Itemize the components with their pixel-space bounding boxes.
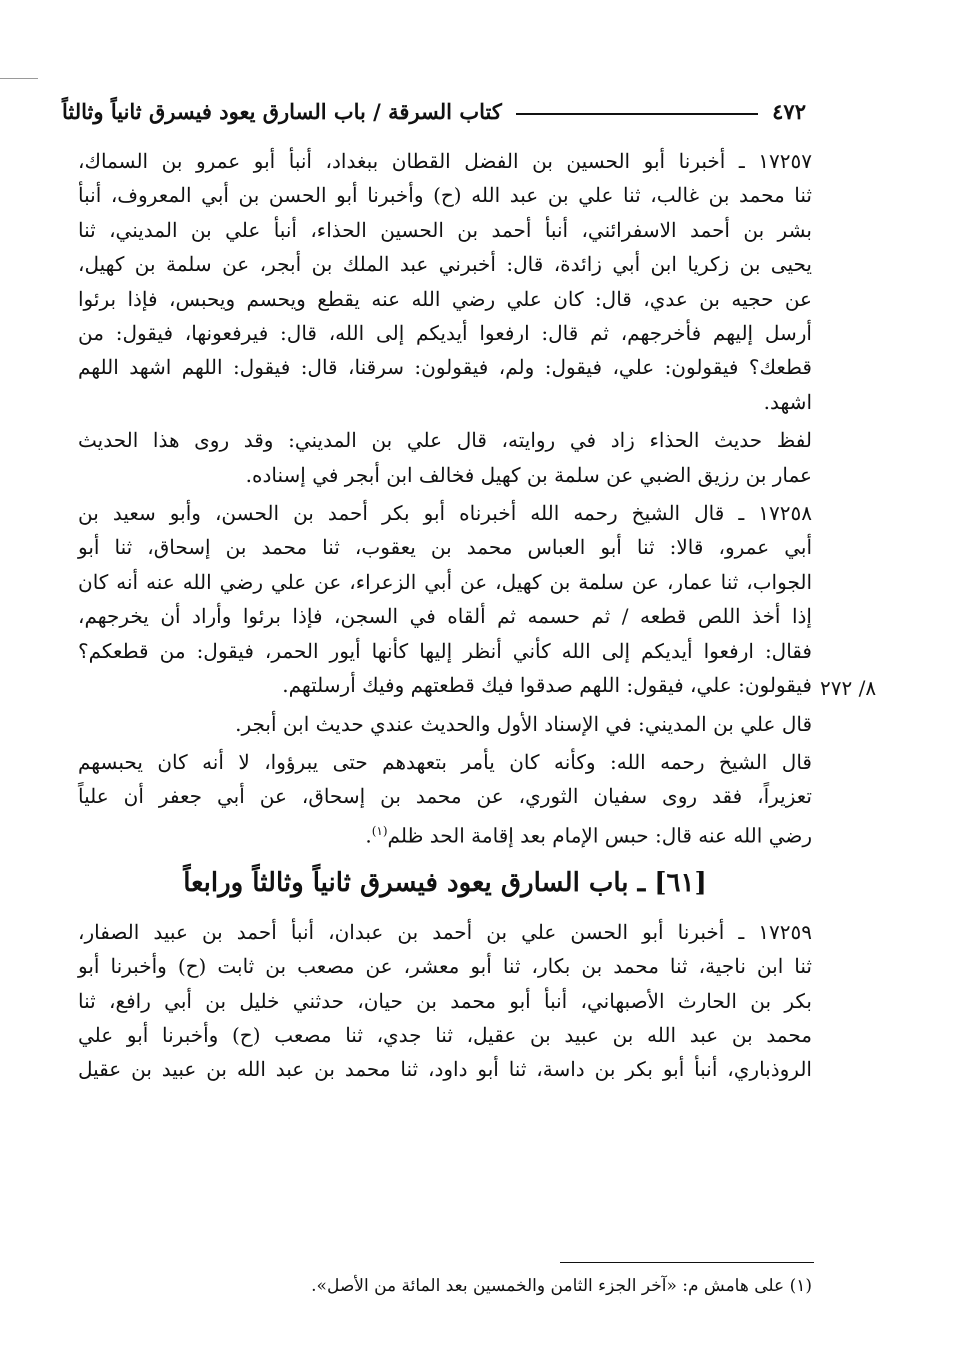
text-line: أرسل إليهم فأخرجهم، ثم قال: ارفعوا أيديكم إلى الله، قال: فيرفعونها، فيقول: من (78, 321, 812, 346)
hadith-17258 (78, 496, 812, 702)
text-line: ١٧٢٥٨ ـ قال الشيخ رحمه الله أخبرناه أبو بكر أحمد بن الحسن، وأبو سعيد بن (78, 501, 812, 526)
footnote: (١) على هامش م: «آخر الجزء الثامن والخمسين بعد المائة من الأصل». (311, 1276, 812, 1296)
page-number: ٤٧٢ (772, 99, 806, 124)
text-line: الجواب، ثنا عمار، عن سلمة بن كهيل، عن أبي الزعراء، عن علي رضي الله عنه أنه كان (78, 569, 812, 594)
text-line: اشهد. (763, 389, 812, 414)
text-line: ١٧٢٥٧ ـ أخبرنا أبو الحسين بن الفضل القطان ببغداد، أنبأ أبو عمرو بن السماك، (78, 149, 813, 173)
text-line: الروذباري، أنبأ أبو بكر بن داسة، ثنا أبو داود، ثنا محمد بن عبد الله بن عبيد بن عقيل (78, 1057, 812, 1082)
text-line: عمار بن رزيق الضبي عن سلمة بن كهيل فخالف ابن أبجر في إسناده. (245, 462, 812, 487)
hadith-17257 (78, 144, 812, 419)
text-line: قطعك؟ فيقولون: علي، فيقول: ولم، فيقولون: سرقنا، قال: فيقول: اللهم اشهد اللهم (78, 355, 812, 380)
text-line: قال الشيخ رحمه الله: وكأنه كان يأمر بتعهدهم حتى يبرؤوا، لا أنه كان يحبسهم (78, 749, 812, 774)
commentary-paragraph (78, 745, 812, 853)
text-segment: . (365, 823, 372, 848)
text-line: قال علي بن المديني: في الإسناد الأول والحديث عندي حديث ابن أبجر. (235, 711, 812, 736)
text-line: عن حجيه بن عدي، قال: كان علي رضي الله عنه يقطع ويحسم ويحبس، فإذا برئوا (78, 286, 812, 311)
commentary-paragraph (78, 707, 812, 741)
page-body (78, 144, 812, 1091)
running-title: كتاب السرقة / باب السارق يعود فيسرق ثانياً وثالثاً (62, 99, 502, 124)
commentary-paragraph (78, 423, 812, 492)
scan-edge-mark (0, 78, 38, 79)
text-line: ١٧٢٥٩ ـ أخبرنا أبو الحسن علي بن أحمد بن عبدان، أنبأ أحمد بن عبيد الصفار، (78, 919, 812, 944)
hadith-17259 (78, 915, 812, 1087)
text-line (78, 814, 812, 853)
footnote-marker: (١) (371, 823, 388, 838)
footnote-separator (560, 1262, 814, 1263)
text-line: محمد بن عبد الله بن عبيد بن عقيل، ثنا جدي، ثنا مصعب (ح) وأخبرنا أبو علي (78, 1023, 812, 1047)
text-line: بشر بن أحمد الاسفرائني، أنبأ أحمد بن الحسين الحذاء، أنبأ علي بن المديني، ثنا (78, 217, 812, 242)
text-line: ثنا محمد بن غالب، ثنا علي بن عبد الله (ح) وأخبرنا أبو الحسن بن أبي المعروف، أنبأ (78, 183, 812, 208)
text-line: لفظ حديث الحذاء زاد في روايته، قال علي بن المديني: وقد روى هذا الحديث (78, 428, 812, 453)
text-line: يحيى بن زكريا ابن أبي زائدة، قال: أخبرني عبد الملك بن أبجر، عن سلمة بن كهيل، (78, 252, 812, 277)
text-line: فقال: ارفعوا أيديكم إلى الله كأني أنظر إليها كأنها أيور الحمر، فيقول: من قطعكم؟ (78, 638, 812, 663)
text-line: إذا أخذ اللص قطعه / ثم حسمه ثم ألقاه في السجن، فإذا برئوا وأراد أن يخرجهم، (78, 604, 812, 629)
text-line: أبي عمرو، قالا: ثنا أبو العباس محمد بن يعقوب، ثنا محمد بن إسحاق، ثنا أبو (78, 535, 812, 560)
chapter-title: [٦١] ـ باب السارق يعود فيسرق ثانياً وثالثاً ورابعاً (183, 867, 707, 898)
header-rule (516, 113, 758, 115)
text-segment: رضي الله عنه قال: حبس الإمام بعد إقامة الحد ظلم (387, 823, 812, 848)
page-header (62, 88, 806, 124)
text-line: فيقولون: علي، فيقول: اللهم صدقوا فيك قطعتهم وفيك أرسلتهم. (282, 673, 812, 698)
text-line: بكر بن الحارث الأصبهاني، أنبأ أبو محمد بن حيان، حدثني خليل بن أبي رافع، ثنا (78, 988, 812, 1013)
text-line: تعزيراً، فقد روى سفيان الثوري، عن محمد بن إسحاق، عن أبي جعفر أن علياً (78, 784, 812, 809)
text-line: ثنا ابن ناجية، ثنا محمد بن بكار، ثنا أبو معشر، عن مصعب بن ثابت (ح) وأخبرنا أبو (78, 954, 812, 979)
margin-reference: ٨/ ٢٧٢ (820, 676, 877, 700)
